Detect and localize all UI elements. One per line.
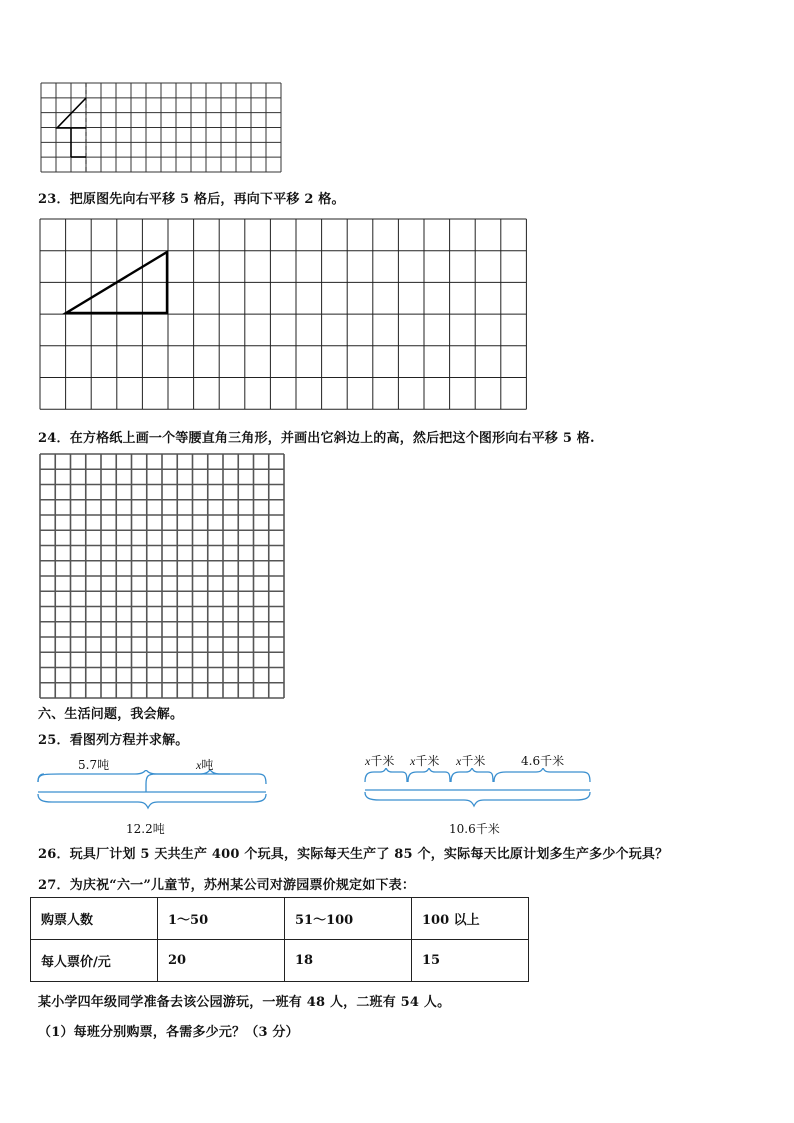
left-total-label: 12.2吨 [126, 822, 165, 836]
left-bracket-diagram [30, 770, 275, 820]
table-cell: 100 以上 [412, 898, 529, 940]
right-part1-label: x千米 [365, 754, 395, 768]
question-27-context: 某小学四年级同学准备去该公园游玩，一班有 48 人，二班有 54 人。 [38, 995, 451, 1010]
table-cell: 购票人数 [31, 898, 158, 940]
grid-top [0, 0, 794, 180]
table-row [31, 940, 529, 982]
table-cell: 18 [285, 940, 412, 982]
question-27-sub1: （1）每班分别购票，各需多少元？（3 分） [38, 1025, 299, 1040]
table-cell: 15 [412, 940, 529, 982]
table-cell: 51～100 [285, 898, 412, 940]
left-part2-label: x吨 [196, 758, 214, 772]
table-cell: 每人票价/元 [31, 940, 158, 982]
grid-q23 [0, 205, 794, 420]
right-total-label: 10.6千米 [449, 822, 500, 836]
question-25: 25．看图列方程并求解。 [38, 733, 189, 748]
right-part4-label: 4.6千米 [521, 754, 565, 768]
table-cell: 20 [158, 940, 285, 982]
right-part3-label: x千米 [456, 754, 486, 768]
left-part1-label: 5.7吨 [78, 758, 110, 772]
section-title-6: 六、生活问题，我会解。 [38, 707, 184, 722]
table-row [31, 898, 529, 940]
question-27: 27．为庆祝“六一”儿童节，苏州某公司对游园票价规定如下表： [38, 878, 416, 893]
grid-q24[interactable] [0, 440, 794, 705]
question-26: 26．玩具厂计划 5 天共生产 400 个玩具，实际每天生产了 85 个，实际每天比原计划多生产多少个玩具？ [38, 847, 669, 862]
right-part2-label: x千米 [410, 754, 440, 768]
question-24: 24．在方格纸上画一个等腰直角三角形，并画出它斜边上的高，然后把这个图形向右平移 5 格. [38, 431, 595, 446]
right-bracket-diagram [360, 768, 600, 818]
question-23: 23．把原图先向右平移 5 格后，再向下平移 2 格。 [38, 192, 345, 207]
table-cell: 1～50 [158, 898, 285, 940]
price-table [30, 897, 529, 982]
